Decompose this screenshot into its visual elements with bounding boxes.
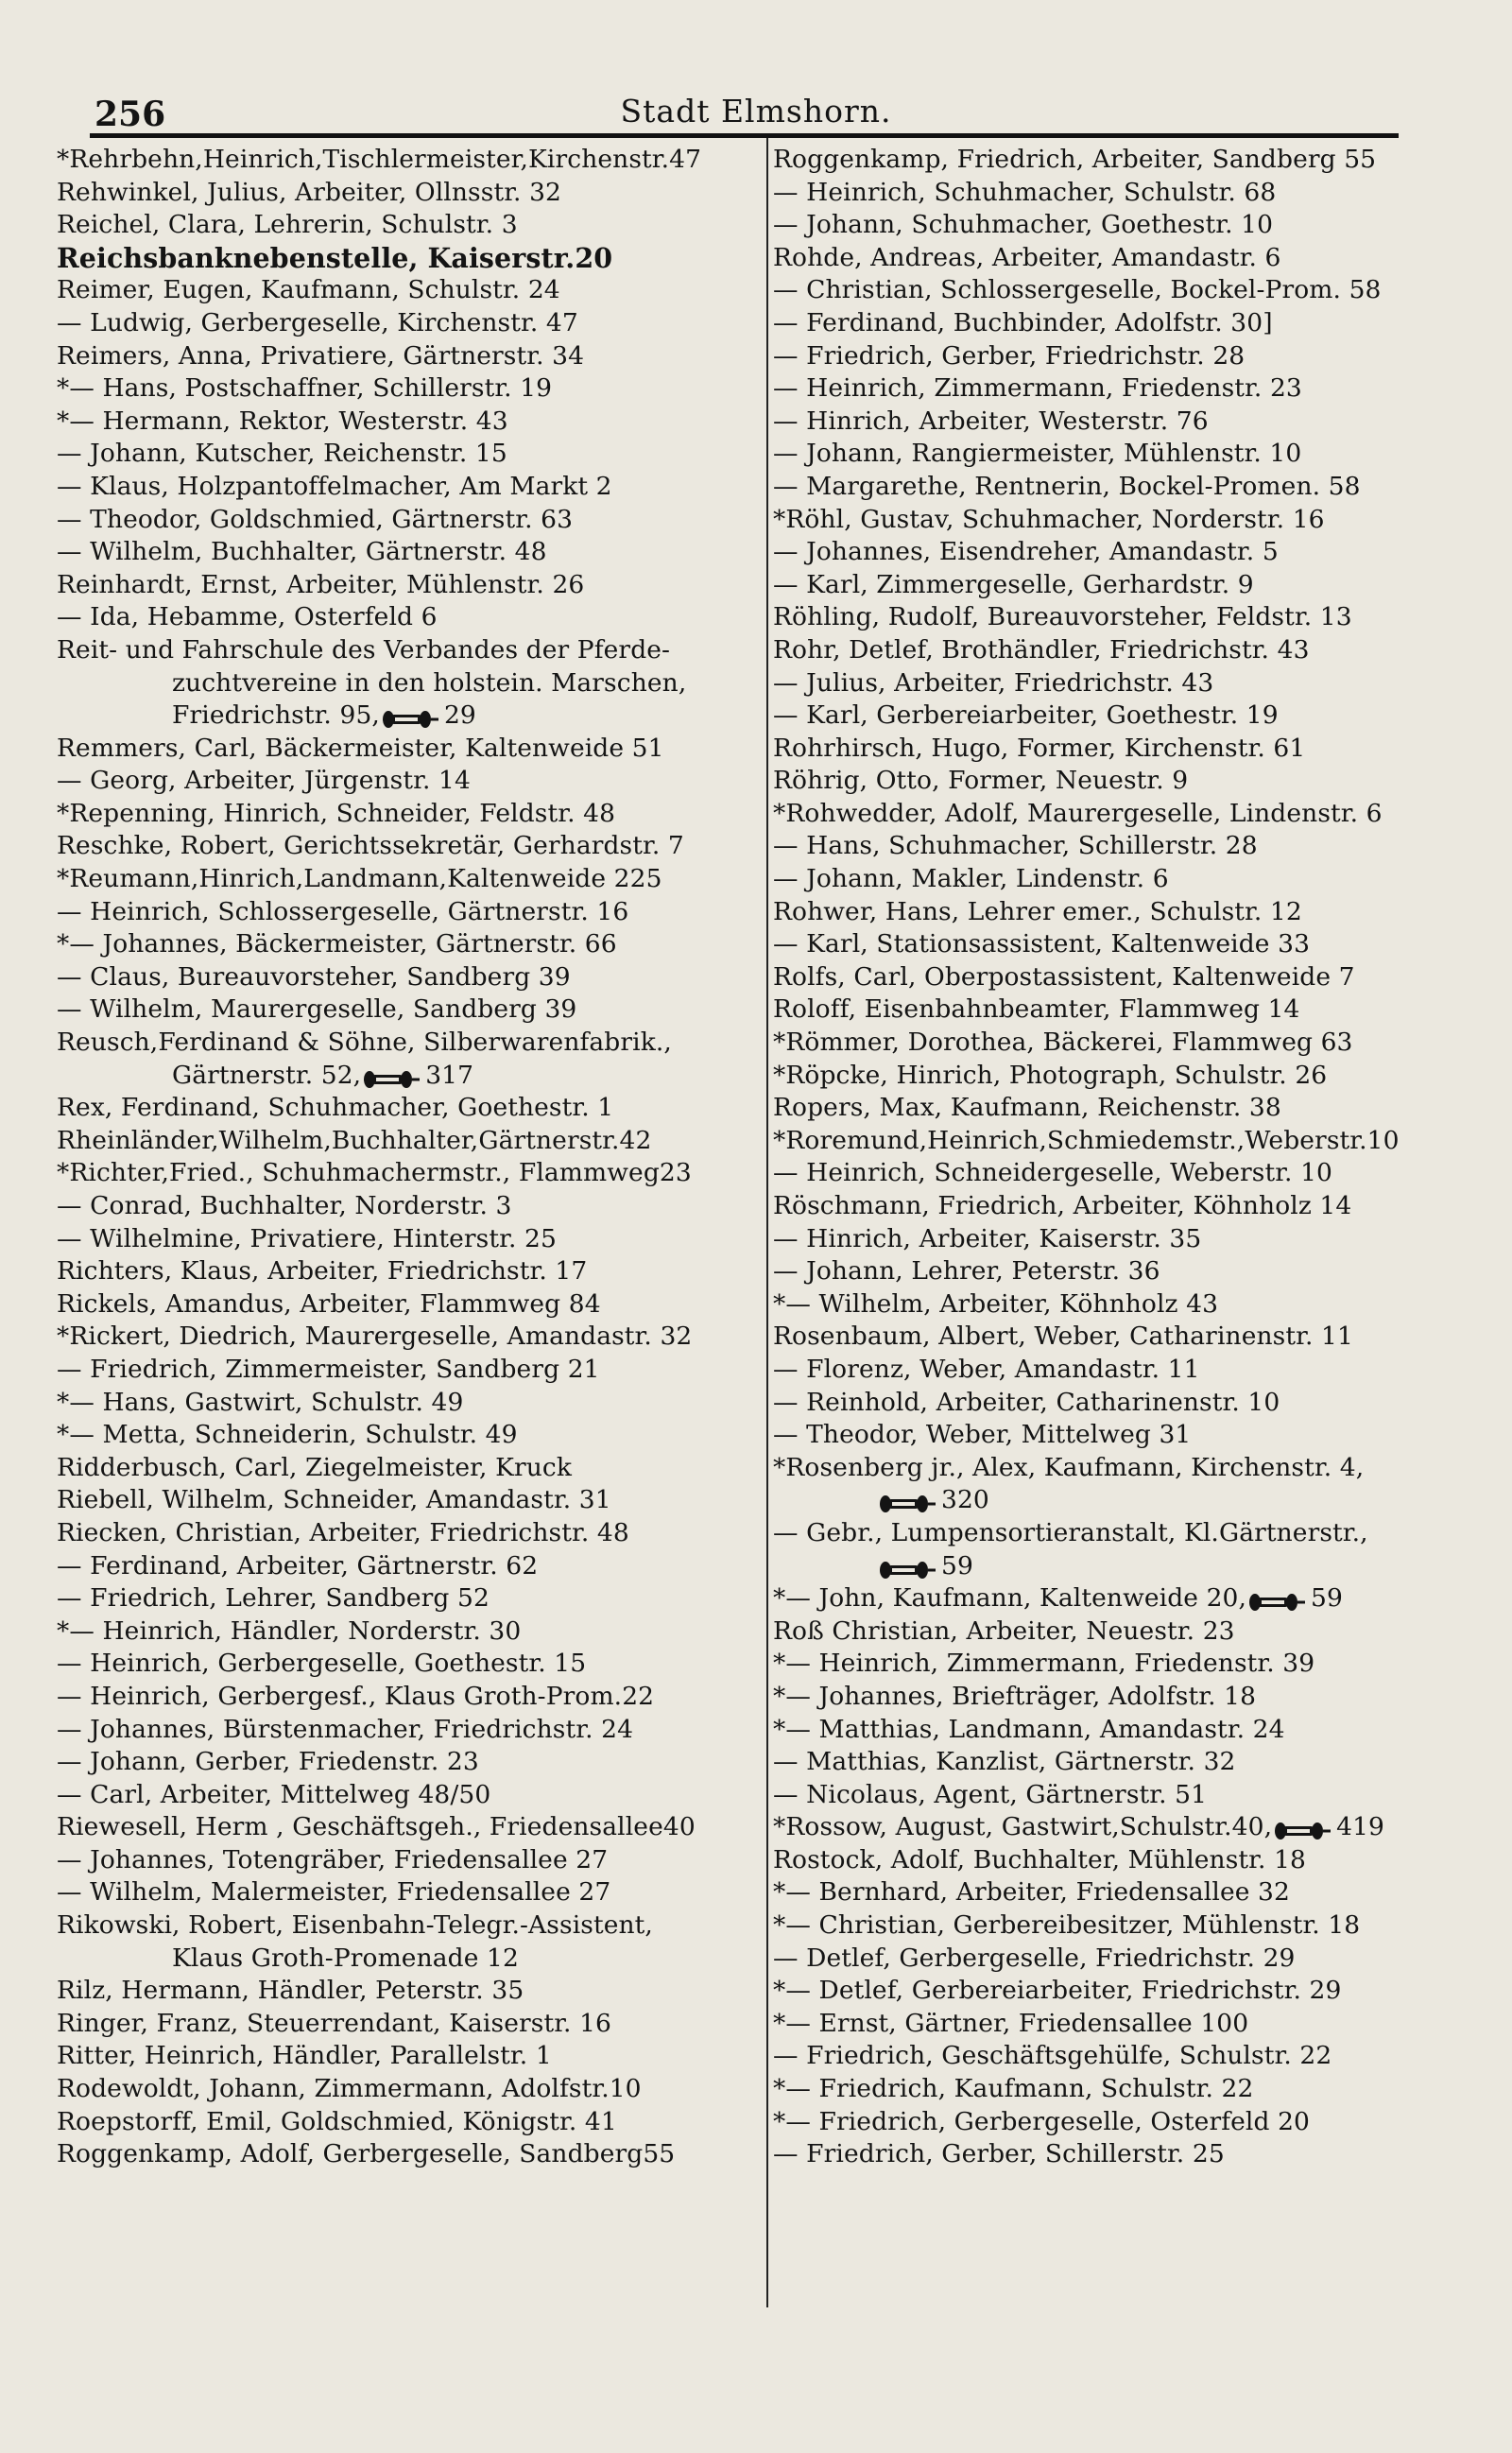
entry-text: Roggenkamp, Adolf, Gerbergeselle, Sandberg55 [57,2139,676,2169]
header-rule [90,133,1399,138]
right-column-entry [773,1484,1435,1517]
entry-text: Rex, Ferdinand, Schuhmacher, Goethestr. 1 [57,1093,614,1123]
left-column-entry [57,307,737,340]
right-column [773,144,1435,2171]
right-column-entry [773,896,1435,929]
entry-text: Riewesell, Herm , Geschäftsgeh., Friedensallee40 [57,1812,696,1842]
entry-text: — Heinrich, Gerbergeselle, Goethestr. 15 [57,1649,587,1679]
entry-text: — Florenz, Weber, Amandastr. 11 [773,1354,1200,1384]
right-column-entry [773,406,1435,439]
entry-text: — Ferdinand, Buchbinder, Adolfstr. 30] [773,307,1273,337]
column-divider [766,138,768,2307]
entry-text: — Johann, Lehrer, Peterstr. 36 [773,1256,1160,1287]
left-column-entry [57,504,737,537]
right-column-entry [773,667,1435,700]
left-column-entry [57,1811,737,1844]
entry-text: Reit- und Fahrschule des Verbandes der Pferde- [57,634,671,665]
entry-text: *— Detlef, Gerbereiarbeiter, Friedrichstr. 29 [773,1976,1342,2006]
right-column-entry [773,1615,1435,1649]
left-column-entry [57,1060,737,1093]
entry-text: — Friedrich, Gerber, Schillerstr. 25 [773,2139,1225,2169]
entry-text: — Karl, Gerbereiarbeiter, Goethestr. 19 [773,700,1279,731]
left-column-entry [57,667,737,700]
entry-text: — Johann, Makler, Lindenstr. 6 [773,864,1169,894]
entry-text: — Heinrich, Schuhmacher, Schulstr. 68 [773,177,1277,207]
entry-text: *— Friedrich, Kaufmann, Schulstr. 22 [773,2074,1254,2104]
entry-text: Rohrhirsch, Hugo, Former, Kirchenstr. 61 [773,733,1306,763]
right-column-entry [773,2040,1435,2073]
entry-text: Roloff, Eisenbahnbeamter, Flammweg 14 [773,994,1300,1025]
right-column-entry [773,1255,1435,1288]
entry-text: — Hans, Schuhmacher, Schillerstr. 28 [773,831,1258,861]
left-column-entry [57,928,737,961]
entry-text: Riecken, Christian, Arbeiter, Friedrichstr. 48 [57,1517,629,1547]
left-column-entry [57,1223,737,1256]
right-column-entry [773,1321,1435,1354]
entry-text: — Detlef, Gerbergeselle, Friedrichstr. 29 [773,1943,1296,1973]
entry-text: *Richter,Fried., Schuhmachermstr., Flammweg23 [57,1158,692,1188]
entry-text: — Friedrich, Lehrer, Sandberg 52 [57,1583,490,1614]
entry-text: *Römmer, Dorothea, Bäckerei, Flammweg 63 [773,1028,1353,1058]
left-column-entry [57,340,737,373]
entry-text: — Margarethe, Rentnerin, Bockel-Promen. 58 [773,471,1361,501]
entry-text: — Johannes, Eisendreher, Amandastr. 5 [773,537,1279,567]
right-column-entry [773,1288,1435,1322]
telephone-icon [879,1557,936,1578]
left-column-entry [57,2106,737,2139]
right-column-entry [773,1223,1435,1256]
entry-text: — Karl, Zimmergeselle, Gerhardstr. 9 [773,569,1254,599]
right-column-entry [773,209,1435,242]
phone-number: 29 [443,700,476,731]
entry-text: *— Metta, Schneiderin, Schulstr. 49 [57,1420,518,1450]
left-column-entry [57,2008,737,2041]
entry-text: *Rossow, August, Gastwirt,Schulstr.40, [773,1812,1273,1842]
entry-text: — Heinrich, Schneidergeselle, Weberstr. 10 [773,1158,1333,1188]
entry-text: *Röhl, Gustav, Schuhmacher, Norderstr. 16 [773,504,1325,534]
entry-text: — Heinrich, Schlossergeselle, Gärtnerstr. 16 [57,896,629,926]
entry-text: — Wilhelm, Buchhalter, Gärtnerstr. 48 [57,537,547,567]
entry-text: *— Hans, Gastwirt, Schulstr. 49 [57,1387,464,1417]
entry-text: *— Bernhard, Arbeiter, Friedensallee 32 [773,1877,1290,1908]
right-column-entry [773,798,1435,831]
right-column-entry [773,634,1435,667]
right-column-entry [773,1517,1435,1550]
left-column-entry [57,1648,737,1681]
telephone-icon [879,1491,936,1512]
left-column-entry [57,961,737,994]
right-column-entry [773,1909,1435,1943]
entry-text: Roß Christian, Arbeiter, Neuestr. 23 [773,1615,1235,1646]
left-column-entry [57,863,737,896]
left-column-entry [57,1190,737,1223]
left-column-entry [57,2040,737,2073]
left-column-entry [57,830,737,863]
right-column-entry [773,1060,1435,1093]
left-column-entry [57,242,737,275]
right-column-entry [773,1811,1435,1844]
entry-text: Ringer, Franz, Steuerrendant, Kaiserstr. 16 [57,2008,612,2038]
entry-text: *— Wilhelm, Arbeiter, Köhnholz 43 [773,1288,1219,1319]
left-column-entry [57,1909,737,1943]
phone-number: 317 [425,1060,474,1090]
entry-text: *— Hans, Postschaffner, Schillerstr. 19 [57,373,553,404]
left-column-entry [57,471,737,504]
left-column-entry [57,1157,737,1190]
right-column-entry [773,601,1435,634]
entry-text: — Johann, Schuhmacher, Goethestr. 10 [773,210,1274,240]
entry-text: — Friedrich, Zimmermeister, Sandberg 21 [57,1354,600,1384]
right-column-entry [773,340,1435,373]
entry-text: — Claus, Bureauvorsteher, Sandberg 39 [57,961,571,992]
left-column-entry [57,177,737,210]
right-column-entry [773,438,1435,471]
right-column-entry [773,1714,1435,1747]
entry-text: — Johann, Kutscher, Reichenstr. 15 [57,439,507,469]
right-column-entry [773,2073,1435,2106]
entry-text: Rehwinkel, Julius, Arbeiter, Ollnsstr. 32 [57,177,562,207]
right-column-entry [773,1092,1435,1125]
entry-text: — Ferdinand, Arbeiter, Gärtnerstr. 62 [57,1550,539,1581]
entry-text: Klaus Groth-Promenade 12 [172,1943,519,1973]
right-column-entry [773,1125,1435,1158]
left-column-entry [57,1321,737,1354]
entry-text: *— Johannes, Briefträger, Adolfstr. 18 [773,1681,1257,1711]
entry-text: *Roremund,Heinrich,Schmiedemstr.,Weberstr.10 [773,1125,1400,1155]
entry-text: *— Friedrich, Gerbergeselle, Osterfeld 20 [773,2106,1310,2136]
entry-text: — Friedrich, Geschäftsgehülfe, Schulstr. 22 [773,2041,1332,2071]
left-column-entry [57,1517,737,1550]
right-column-entry [773,1157,1435,1190]
left-column [57,144,737,2171]
left-column-entry [57,1452,737,1485]
entry-text: *— Matthias, Landmann, Amandastr. 24 [773,1714,1285,1744]
right-column-entry [773,961,1435,994]
entry-text: Gärtnerstr. 52, [172,1060,362,1090]
right-column-entry [773,1190,1435,1223]
entry-text: — Heinrich, Zimmermann, Friedenstr. 23 [773,373,1302,404]
left-column-entry [57,569,737,602]
phone-number: 59 [1311,1583,1343,1614]
entry-text: Rickels, Amandus, Arbeiter, Flammweg 84 [57,1288,601,1319]
telephone-icon [363,1066,420,1087]
entry-text: — Ludwig, Gerbergeselle, Kirchenstr. 47 [57,307,578,337]
entry-text: — Gebr., Lumpensortieranstalt, Kl.Gärtnerstr., [773,1517,1368,1547]
left-column-entry [57,1027,737,1060]
left-column-entry [57,1582,737,1615]
left-column-entry [57,1484,737,1517]
entry-text: Reichel, Clara, Lehrerin, Schulstr. 3 [57,210,518,240]
entry-text: *Rosenberg jr., Alex, Kaufmann, Kirchenstr. 4, [773,1452,1365,1482]
left-column-entry [57,733,737,766]
right-column-entry [773,1419,1435,1452]
left-column-entry [57,1779,737,1812]
right-column-entry [773,1779,1435,1812]
right-column-entry [773,1550,1435,1583]
entry-text: Rikowski, Robert, Eisenbahn-Telegr.-Assistent, [57,1910,653,1941]
entry-text: — Friedrich, Gerber, Friedrichstr. 28 [773,340,1246,371]
left-column-entry [57,144,737,177]
right-column-entry [773,1844,1435,1877]
right-column-entry [773,471,1435,504]
entry-text: Reimer, Eugen, Kaufmann, Schulstr. 24 [57,275,560,305]
entry-text: Rheinländer,Wilhelm,Buchhalter,Gärtnerstr.42 [57,1125,652,1155]
running-title: Stadt Elmshorn. [620,93,892,130]
left-column-entry [57,896,737,929]
entry-text: Riebell, Wilhelm, Schneider, Amandastr. 31 [57,1485,611,1515]
right-column-entry [773,1582,1435,1615]
left-column-entry [57,1844,737,1877]
right-column-entry [773,536,1435,569]
right-column-entry [773,2138,1435,2171]
left-column-entry [57,634,737,667]
left-column-entry [57,1387,737,1420]
entry-text: — Matthias, Kanzlist, Gärtnerstr. 32 [773,1747,1236,1777]
left-column-entry [57,1714,737,1747]
left-column-entry [57,2138,737,2171]
entry-text: Roggenkamp, Friedrich, Arbeiter, Sandberg 55 [773,145,1377,174]
entry-text: — Christian, Schlossergeselle, Bockel-Prom. 58 [773,275,1382,305]
entry-text: — Johann, Gerber, Friedenstr. 23 [57,1747,479,1777]
entry-text: *— Johannes, Bäckermeister, Gärtnerstr. 66 [57,929,617,959]
entry-text: — Hinrich, Arbeiter, Westerstr. 76 [773,406,1209,436]
entry-text: — Johann, Rangiermeister, Mühlenstr. 10 [773,439,1302,469]
entry-text: — Reinhold, Arbeiter, Catharinenstr. 10 [773,1387,1280,1417]
right-column-entry [773,928,1435,961]
left-column-entry [57,536,737,569]
left-column-entry [57,209,737,242]
entry-text: Ropers, Max, Kaufmann, Reichenstr. 38 [773,1093,1281,1123]
entry-text: — Wilhelmine, Privatiere, Hinterstr. 25 [57,1223,557,1253]
right-column-entry [773,1746,1435,1779]
left-column-entry [57,1419,737,1452]
entry-text: zuchtvereine in den holstein. Marschen, [172,667,687,698]
entry-text: *— Christian, Gerbereibesitzer, Mühlenstr. 18 [773,1910,1361,1941]
entry-text: *— Heinrich, Händler, Norderstr. 30 [57,1615,522,1646]
left-column-entry [57,765,737,798]
entry-text: Rolfs, Carl, Oberpostassistent, Kaltenweide 7 [773,961,1355,992]
left-column-entry [57,1288,737,1322]
right-column-entry [773,993,1435,1027]
right-column-entry [773,242,1435,275]
right-column-entry [773,1354,1435,1387]
entry-text: — Wilhelm, Maurergeselle, Sandberg 39 [57,994,577,1025]
right-column-entry [773,2008,1435,2041]
entry-text: Rosenbaum, Albert, Weber, Catharinenstr. 11 [773,1322,1353,1352]
entry-text: Remmers, Carl, Bäckermeister, Kaltenweide 51 [57,733,664,763]
entry-text: *Rehrbehn,Heinrich,Tischlermeister,Kirchenstr.47 [57,145,702,174]
right-column-entry [773,144,1435,177]
entry-text: Rohde, Andreas, Arbeiter, Amandastr. 6 [773,242,1281,272]
entry-text: Rodewoldt, Johann, Zimmermann, Adolfstr.10 [57,2074,642,2104]
left-column-entry [57,601,737,634]
entry-text: — Conrad, Buchhalter, Norderstr. 3 [57,1191,512,1220]
left-column-entry [57,1975,737,2008]
right-column-entry [773,863,1435,896]
entry-text: — Wilhelm, Malermeister, Friedensallee 27 [57,1877,611,1908]
entry-text: Rohwer, Hans, Lehrer emer., Schulstr. 12 [773,896,1302,926]
entry-text: *— Hermann, Rektor, Westerstr. 43 [57,406,508,436]
left-column-entry [57,1681,737,1714]
right-column-entry [773,1975,1435,2008]
entry-text: Richters, Klaus, Arbeiter, Friedrichstr. 17 [57,1256,588,1287]
entry-text: Reusch,Ferdinand & Söhne, Silberwarenfabrik., [57,1028,672,1058]
entry-text: — Klaus, Holzpantoffelmacher, Am Markt 2 [57,471,612,501]
left-column-entry [57,1125,737,1158]
left-column-entry [57,798,737,831]
entry-text: — Theodor, Goldschmied, Gärtnerstr. 63 [57,504,574,534]
telephone-icon [382,706,438,727]
right-column-entry [773,1027,1435,1060]
right-column-entry [773,504,1435,537]
entry-text: *— Heinrich, Zimmermann, Friedenstr. 39 [773,1649,1315,1679]
right-column-entry [773,1943,1435,1976]
entry-text: *Repenning, Hinrich, Schneider, Feldstr. 48 [57,798,616,828]
entry-text: Rostock, Adolf, Buchhalter, Mühlenstr. 18 [773,1844,1306,1874]
entry-text: Reichsbanknebenstelle, Kaiserstr.20 [57,241,613,274]
right-column-entry [773,1681,1435,1714]
entry-text: Reinhardt, Ernst, Arbeiter, Mühlenstr. 26 [57,569,585,599]
left-column-entry [57,406,737,439]
entry-text: Rilz, Hermann, Händler, Peterstr. 35 [57,1976,524,2006]
left-column-entry [57,1255,737,1288]
telephone-icon [1274,1818,1331,1839]
right-column-entry [773,274,1435,307]
right-column-entry [773,569,1435,602]
left-column-entry [57,1615,737,1649]
entry-text: Friedrichstr. 95, [172,700,380,731]
entry-text: — Ida, Hebamme, Osterfeld 6 [57,602,438,632]
left-column-entry [57,1746,737,1779]
telephone-icon [1248,1589,1305,1610]
right-column-entry [773,700,1435,733]
entry-text: — Georg, Arbeiter, Jürgenstr. 14 [57,766,471,796]
entry-text: — Theodor, Weber, Mittelweg 31 [773,1420,1192,1450]
entry-text: Ridderbusch, Carl, Ziegelmeister, Kruck [57,1452,573,1482]
entry-text: — Nicolaus, Agent, Gärtnerstr. 51 [773,1779,1208,1809]
left-column-entry [57,1943,737,1976]
entry-text: — Carl, Arbeiter, Mittelweg 48/50 [57,1779,491,1809]
entry-text: *Rohwedder, Adolf, Maurergeselle, Lindenstr. 6 [773,798,1383,828]
left-column-entry [57,993,737,1027]
entry-text: *Reumann,Hinrich,Landmann,Kaltenweide 225 [57,864,662,894]
entry-text: *— John, Kaufmann, Kaltenweide 20, [773,1583,1247,1614]
left-column-entry [57,1550,737,1583]
right-column-entry [773,1876,1435,1909]
right-column-entry [773,1648,1435,1681]
left-column-entry [57,700,737,733]
left-column-entry [57,2073,737,2106]
entry-text: *Röpcke, Hinrich, Photograph, Schulstr. 26 [773,1060,1328,1090]
left-column-entry [57,438,737,471]
phone-number: 59 [941,1550,973,1581]
entry-text: Roepstorff, Emil, Goldschmied, Königstr. 41 [57,2106,617,2136]
page-number: 256 [94,95,166,134]
left-column-entry [57,1092,737,1125]
entry-text: Röhrig, Otto, Former, Neuestr. 9 [773,766,1189,796]
entry-text: — Heinrich, Gerbergesf., Klaus Groth-Prom.22 [57,1681,655,1711]
right-column-entry [773,307,1435,340]
phone-number: 320 [941,1485,989,1515]
entry-text: Reimers, Anna, Privatiere, Gärtnerstr. 34 [57,340,585,371]
entry-text: Rohr, Detlef, Brothändler, Friedrichstr. 43 [773,634,1310,665]
entry-text: Röhling, Rudolf, Bureauvorsteher, Feldstr. 13 [773,602,1352,632]
right-column-entry [773,1452,1435,1485]
right-column-entry [773,1387,1435,1420]
entry-text: Röschmann, Friedrich, Arbeiter, Köhnholz 14 [773,1191,1352,1220]
right-column-entry [773,733,1435,766]
right-column-entry [773,2106,1435,2139]
left-column-entry [57,1354,737,1387]
left-column-entry [57,274,737,307]
entry-text: Ritter, Heinrich, Händler, Parallelstr. 1 [57,2041,552,2071]
entry-text: — Hinrich, Arbeiter, Kaiserstr. 35 [773,1223,1202,1253]
entry-text: Reschke, Robert, Gerichtssekretär, Gerhardstr. 7 [57,831,684,861]
right-column-entry [773,177,1435,210]
entry-text: — Johannes, Bürstenmacher, Friedrichstr. 24 [57,1714,634,1744]
entry-text: — Julius, Arbeiter, Friedrichstr. 43 [773,667,1214,698]
entry-text: *Rickert, Diedrich, Maurergeselle, Amandastr. 32 [57,1322,693,1352]
right-column-entry [773,830,1435,863]
phone-number: 419 [1336,1812,1385,1842]
right-column-entry [773,372,1435,406]
entry-text: — Karl, Stationsassistent, Kaltenweide 33 [773,929,1311,959]
right-column-entry [773,765,1435,798]
left-column-entry [57,372,737,406]
entry-text: — Johannes, Totengräber, Friedensallee 27 [57,1844,609,1874]
entry-text: *— Ernst, Gärtner, Friedensallee 100 [773,2008,1249,2038]
left-column-entry [57,1876,737,1909]
